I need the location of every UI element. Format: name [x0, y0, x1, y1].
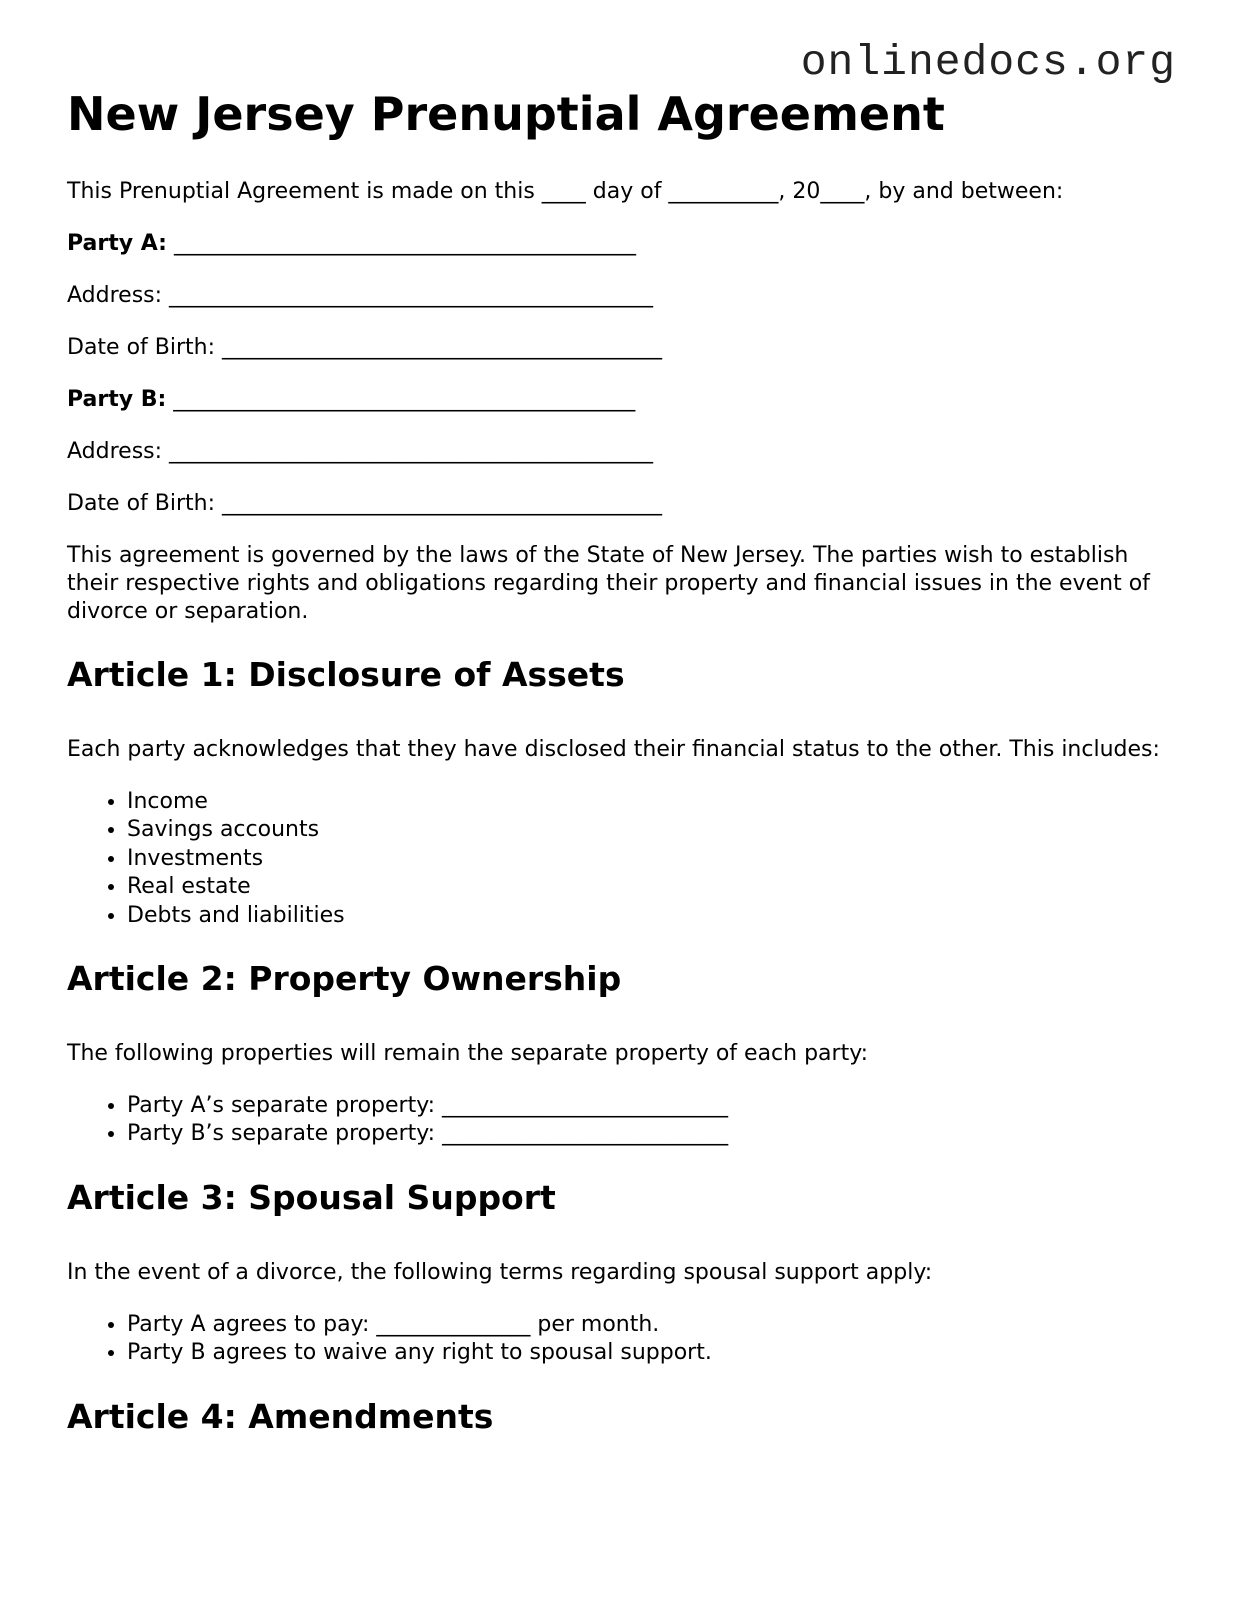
article-3-list	[67, 1311, 1177, 1368]
party-a-name-line: __________________________________________	[166, 231, 636, 256]
list-item: • Debts and liabilities	[127, 902, 1177, 930]
article-3-text: In the event of a divorce, the following terms regarding spousal support apply:	[67, 1259, 933, 1285]
party-b-dob-field: Date of Birth: ________________________________________	[67, 491, 662, 516]
list-item: • Savings accounts	[127, 816, 1177, 844]
article-2-heading: Article 2: Property Ownership	[67, 959, 622, 999]
article-2-list	[67, 1092, 1177, 1149]
page-title: New Jersey Prenuptial Agreement	[67, 87, 945, 141]
list-item: • Party B’s separate property: __________________________	[127, 1120, 1177, 1148]
party-a-dob-field: Date of Birth: ________________________________________	[67, 335, 662, 360]
party-b-address-field: Address: ____________________________________________	[67, 439, 654, 464]
watermark: onlinedocs.org	[800, 38, 1176, 87]
governing-law-paragraph: This agreement is governed by the laws of the State of New Jersey. The parties wish to establish their respective rights and obligations regarding their property and financial issues in the event of divorce or separation.	[67, 543, 1150, 624]
list-item: • Party A agrees to pay: ______________ per month.	[127, 1311, 1177, 1339]
article-1-heading: Article 1: Disclosure of Assets	[67, 655, 625, 694]
document-page	[67, 84, 1177, 1478]
article-3-heading: Article 3: Spousal Support	[67, 1177, 556, 1217]
party-a-address-field: Address: ____________________________________________	[67, 283, 654, 308]
list-item: • Party A’s separate property: __________________________	[127, 1092, 1177, 1120]
party-b-label: Party B:	[67, 387, 167, 412]
party-b-name-line: __________________________________________	[166, 387, 636, 412]
article-1-list	[67, 788, 1177, 930]
list-item: • Real estate	[127, 873, 1177, 901]
party-b-name-field	[67, 386, 1177, 414]
list-item: • Party B agrees to waive any right to spousal support.	[127, 1339, 1177, 1367]
party-a-name-field	[67, 230, 1177, 258]
intro-paragraph: This Prenuptial Agreement is made on this ____ day of __________, 20____, by and between:	[67, 179, 1064, 204]
list-item: • Investments	[127, 845, 1177, 873]
article-2-text: The following properties will remain the separate property of each party:	[67, 1041, 869, 1067]
party-a-label: Party A:	[67, 231, 167, 256]
article-1-text: Each party acknowledges that they have disclosed their financial status to the other. This includes:	[67, 737, 1160, 762]
article-4-heading: Article 4: Amendments	[67, 1396, 494, 1436]
list-item: • Income	[127, 788, 1177, 816]
